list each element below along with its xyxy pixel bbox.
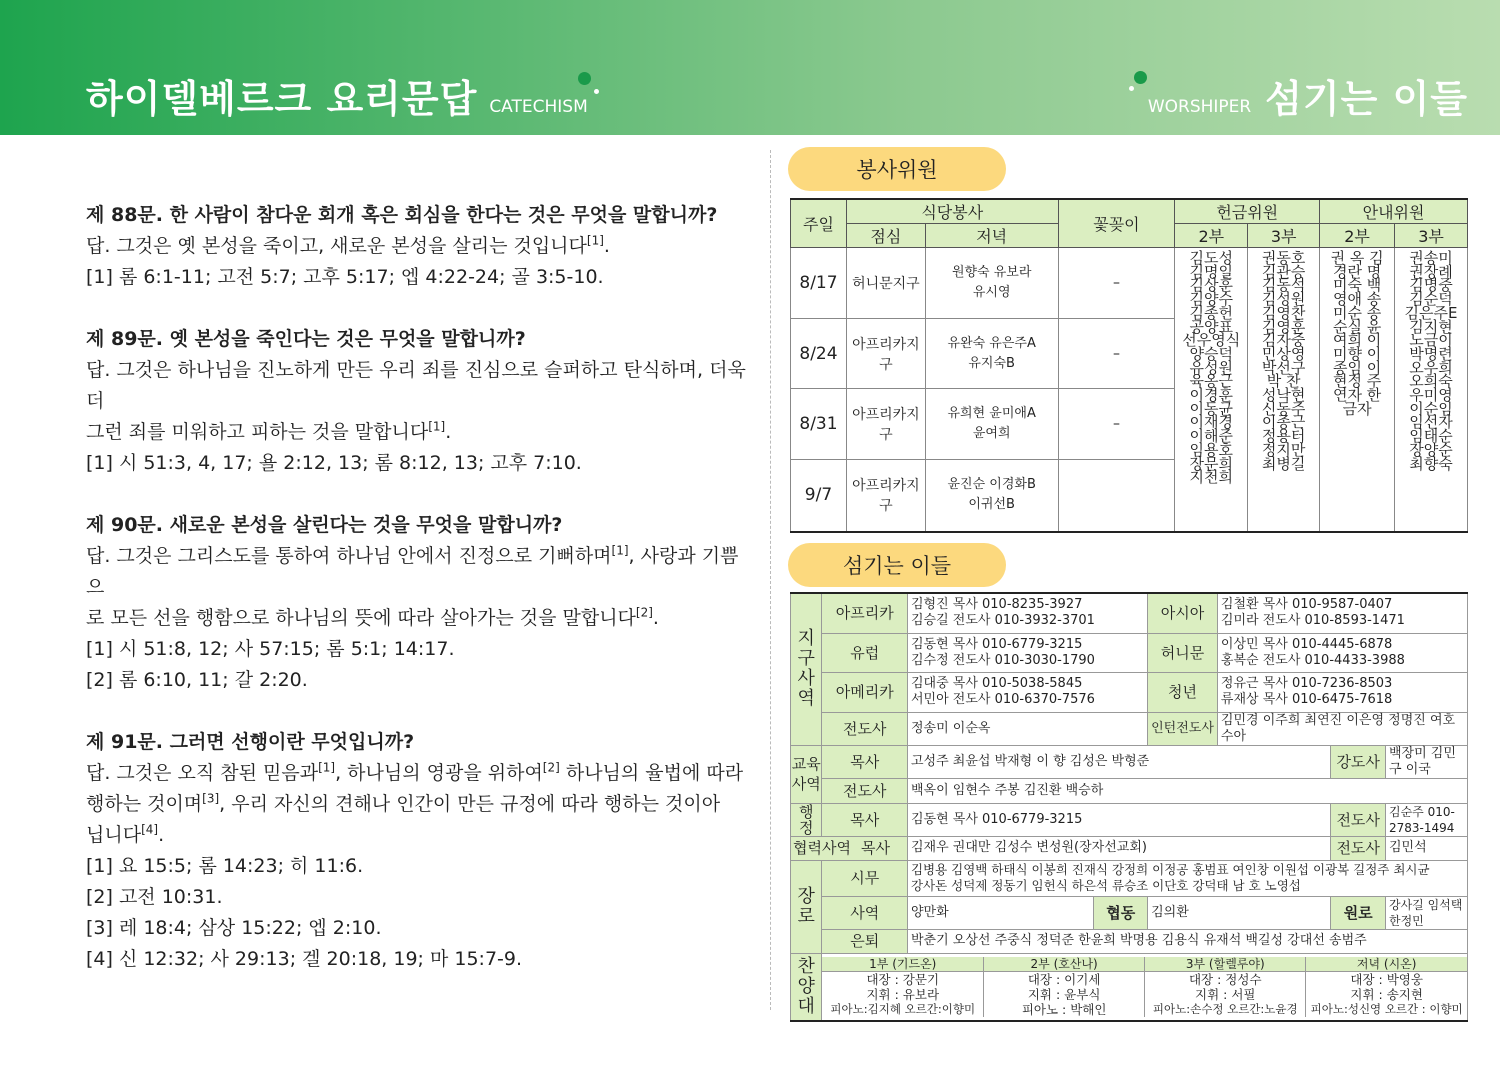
edu-pastor-names: 고성주 최윤섭 박재형 이 향 김성은 박형준 xyxy=(907,745,1330,778)
choir-2-members: 대장 : 이기세 지휘 : 윤부식 피아노 : 박해인 xyxy=(984,971,1145,1017)
row-date: 8/17 xyxy=(791,248,847,319)
column-divider xyxy=(770,150,771,1010)
serving-names: 김병용 김영백 하태식 이봉희 진재식 강정희 이정공 홍범표 여인창 이원섭 이광복 길정주 최시균 강사돈 성덕제 정동기 임헌식 하은석 류승조 이단호 강덕태 남 호 노영섭 xyxy=(907,860,1467,896)
choir-label: 찬양대 xyxy=(791,953,822,1021)
retired-label: 은퇴 xyxy=(822,929,908,953)
question-88 xyxy=(86,200,746,293)
district-label: 지구사역 xyxy=(791,593,822,745)
header-guide-3: 3부 xyxy=(1395,224,1468,248)
row-lunch: 아프리카지구 xyxy=(846,389,925,460)
worshiper-heading xyxy=(1148,68,1468,123)
admin-evangelist-label: 전도사 xyxy=(1331,803,1386,836)
coop-evangelist-label: 전도사 xyxy=(1331,836,1386,860)
coop-pastor-names: 김재우 권대만 김성수 변성원(장자선교회) xyxy=(907,836,1330,860)
row-dinner: 유완숙 유은주A 유지숙B xyxy=(925,319,1058,389)
header-guide-2: 2부 xyxy=(1320,224,1395,248)
catechism-content xyxy=(86,200,746,1006)
header-lunch: 점심 xyxy=(846,224,925,248)
intern-names: 김민경 이주희 최연진 이은영 정명진 여호수아 xyxy=(1217,712,1467,745)
retired-names: 박춘기 오상선 주중식 정덕준 한윤희 박명용 김용식 유재석 백길성 강대선 송범주 xyxy=(907,929,1467,953)
youth-label: 청년 xyxy=(1148,672,1218,712)
choir-table xyxy=(822,957,1467,1017)
senior-names: 강사길 임석택 한정민 xyxy=(1386,896,1468,929)
ministry-label: 사역 xyxy=(822,896,908,929)
lecturer-names: 백장미 김민구 이국 xyxy=(1386,745,1468,778)
answer-text: 답. 그것은 오직 참된 믿음과[1], 하나님의 영광을 위하여[2] 하나님의 율법에 따라 xyxy=(86,760,744,784)
answer-text: 답. 그것은 그리스도를 통하여 하나님 안에서 진정으로 기뻐하며[1], 사랑과 기쁨으 xyxy=(86,543,739,598)
catechism-subtitle: CATECHISM xyxy=(489,97,588,117)
honeymoon-contacts: 이상민 목사 010-4445-6878 홍복순 전도사 010-4433-3988 xyxy=(1217,633,1467,672)
row-flower: – xyxy=(1058,389,1175,460)
evangelist-label: 전도사 xyxy=(822,712,908,745)
servants-pill: 섬기는 이들 xyxy=(788,543,1006,587)
answer-text: 로 모든 선을 행함으로 하나님의 뜻에 따라 살아가는 것을 말합니다[2]. xyxy=(86,605,659,629)
row-flower xyxy=(1058,460,1175,532)
row-date: 8/24 xyxy=(791,319,847,389)
header-offering-3: 3부 xyxy=(1248,224,1320,248)
question-title: 제 91문. 그러면 선행이란 무엇입니까? xyxy=(86,731,415,753)
admin-label: 행정 xyxy=(791,803,822,836)
intern-label: 인턴전도사 xyxy=(1148,712,1218,745)
reference: [2] 롬 6:10, 11; 갈 2:20. xyxy=(86,669,308,691)
worshiper-subtitle: WORSHIPER xyxy=(1147,97,1252,117)
header-guide: 안내위원 xyxy=(1320,199,1468,224)
senior-label: 원로 xyxy=(1331,896,1386,929)
america-contacts: 김대중 목사 010-5038-5845 서민아 전도사 010-6370-7576 xyxy=(907,672,1147,712)
africa-label: 아프리카 xyxy=(822,593,908,633)
header-dinner: 저녁 xyxy=(925,224,1058,248)
offering-2-names: 김도성 김명일 김상훈 김양수 김종헌 공양표 선우영식 양승덕 유성원 육옹근 이경훈 이동균 이재경 이해준 임용호 장문희 지천희 xyxy=(1175,248,1248,532)
choir-2-name: 2부 (호산나) xyxy=(984,957,1145,972)
reference: [2] 고전 10:31. xyxy=(86,886,223,908)
coop-evangelist-names: 김민석 xyxy=(1386,836,1468,860)
row-date: 8/31 xyxy=(791,389,847,460)
row-flower: – xyxy=(1058,248,1175,319)
lecturer-label: 강도사 xyxy=(1331,745,1386,778)
catechism-title: 하이델베르크 요리문답 xyxy=(86,77,478,121)
header-cafeteria: 식당봉사 xyxy=(846,199,1058,224)
admin-evangelist-names: 김순주 010-2783-1494 xyxy=(1386,803,1468,836)
youth-contacts: 정유근 목사 010-7236-8503 류재상 목사 010-6475-7618 xyxy=(1217,672,1467,712)
edu-evangelist-names: 백옥이 임현수 주봉 김진환 백승하 xyxy=(907,778,1467,803)
reference: [1] 요 15:5; 롬 14:23; 히 11:6. xyxy=(86,855,364,877)
question-title: 제 89문. 옛 본성을 죽인다는 것은 무엇을 말합니까? xyxy=(86,328,526,350)
elder-label: 장로 xyxy=(791,860,822,953)
evangelist-names: 정송미 이순옥 xyxy=(907,712,1147,745)
coop-label: 협력사역 목사 xyxy=(791,836,908,860)
reference: [1] 롬 6:1-11; 고전 5:7; 고후 5:17; 엡 4:22-24; 골 3:5-10. xyxy=(86,266,604,288)
answer-text: 답. 그것은 옛 본성을 죽이고, 새로운 본성을 살리는 것입니다[1]. xyxy=(86,233,610,257)
worshiper-title: 섬기는 이들 xyxy=(1265,77,1468,121)
question-89 xyxy=(86,324,746,479)
choir-1-members: 대장 : 강문기 지휘 : 유보라 피아노:김지혜 오르간:이향미 xyxy=(822,971,983,1017)
volunteers-table xyxy=(790,198,1468,533)
guide-2-names: 권 옥 김경란 명미숙 백영애 송미순 송순실 윤여희 이미향 이종임 이현정 주연자 한금자 xyxy=(1320,248,1395,532)
row-dinner: 윤진순 이경화B 이귀선B xyxy=(925,460,1058,532)
africa-contacts: 김형진 목사 010-8235-3927 김승길 전도사 010-3932-3701 xyxy=(907,593,1147,633)
volunteers-pill: 봉사위원 xyxy=(788,147,1006,191)
ministry-names: 양만화 xyxy=(907,896,1093,929)
question-90 xyxy=(86,510,746,696)
admin-pastor-label: 목사 xyxy=(822,803,908,836)
admin-pastor-names: 김동현 목사 010-6779-3215 xyxy=(907,803,1330,836)
row-dinner: 유희현 윤미애A 윤여희 xyxy=(925,389,1058,460)
question-title: 제 88문. 한 사람이 참다운 회개 혹은 회심을 한다는 것은 무엇을 말합니까? xyxy=(86,204,718,226)
associate-label: 협동 xyxy=(1094,896,1148,929)
choir-4-name: 저녁 (시온) xyxy=(1306,957,1467,972)
row-lunch: 아프리카지구 xyxy=(846,460,925,532)
asia-contacts: 김철환 목사 010-9587-0407 김미라 전도사 010-8593-1471 xyxy=(1217,593,1467,633)
decor-dot-icon xyxy=(1129,86,1134,91)
asia-label: 아시아 xyxy=(1148,593,1218,633)
reference: [1] 시 51:8, 12; 사 57:15; 롬 5:1; 14:17. xyxy=(86,638,455,660)
choir-4-members: 대장 : 박영웅 지휘 : 송지현 피아노:성신영 오르간 : 이향미 xyxy=(1306,971,1467,1017)
reference: [3] 레 18:4; 삼상 15:22; 엡 2:10. xyxy=(86,917,382,939)
row-flower: – xyxy=(1058,319,1175,389)
edu-evangelist-label: 전도사 xyxy=(822,778,908,803)
choir-3-name: 3부 (할렐루야) xyxy=(1145,957,1306,972)
answer-text: 행하는 것이며[3], 우리 자신의 견해나 인간이 만든 규정에 따라 행하는 것이아 xyxy=(86,791,721,815)
catechism-heading xyxy=(86,68,588,123)
education-label: 교육사역 xyxy=(791,745,822,803)
guide-3-names: 권송미 권장례 김명중 김순덕 김은주E 김지현 노금이 박명련 오우희 오희숙 우미영 이순임 임선자 임태순 장양순 최향숙 xyxy=(1395,248,1468,532)
europe-label: 유럽 xyxy=(822,633,908,672)
table-row xyxy=(791,248,1468,319)
question-91 xyxy=(86,727,746,975)
row-lunch: 허니문지구 xyxy=(846,248,925,319)
header-offering: 헌금위원 xyxy=(1175,199,1320,224)
answer-text: 그런 죄를 미워하고 피하는 것을 말합니다[1]. xyxy=(86,419,452,443)
edu-pastor-label: 목사 xyxy=(822,745,908,778)
servants-table xyxy=(790,592,1468,1022)
decor-dot-icon xyxy=(1134,71,1147,84)
america-label: 아메리카 xyxy=(822,672,908,712)
decor-dot-icon xyxy=(594,89,599,94)
honeymoon-label: 허니문 xyxy=(1148,633,1218,672)
choir-1-name: 1부 (기드온) xyxy=(822,957,983,972)
row-dinner: 원향숙 유보라 유시영 xyxy=(925,248,1058,319)
serving-label: 시무 xyxy=(822,860,908,896)
europe-contacts: 김동현 목사 010-6779-3215 김수정 전도사 010-3030-1790 xyxy=(907,633,1147,672)
answer-text: 답. 그것은 하나님을 진노하게 만든 우리 죄를 진심으로 슬퍼하고 탄식하며, 더욱더 xyxy=(86,359,746,412)
header-offering-2: 2부 xyxy=(1175,224,1248,248)
header-flower: 꽃꽂이 xyxy=(1058,199,1175,248)
decor-dot-icon xyxy=(578,72,591,85)
reference: [4] 신 12:32; 사 29:13; 겔 20:18, 19; 마 15:7-9. xyxy=(86,948,523,970)
header-week: 주일 xyxy=(791,199,847,248)
row-lunch: 아프리카지구 xyxy=(846,319,925,389)
choir-3-members: 대장 : 정성수 지휘 : 서필 피아노:손수정 오르간:노윤경 xyxy=(1145,971,1306,1017)
offering-3-names: 권동호 김관승 김동석 김성원 김영찬 김영훈 김자중 민상영 박선구 박 찬 성낙현 신동주 이종근 정용터 정지만 최병길 xyxy=(1248,248,1320,532)
answer-text: 닙니다[4]. xyxy=(86,822,165,846)
choir-grid xyxy=(822,953,1468,1021)
row-date: 9/7 xyxy=(791,460,847,532)
page-header xyxy=(0,0,1500,135)
question-title: 제 90문. 새로운 본성을 살린다는 것을 무엇을 말합니까? xyxy=(86,514,563,536)
reference: [1] 시 51:3, 4, 17; 욜 2:12, 13; 롬 8:12, 13; 고후 7:10. xyxy=(86,452,582,474)
associate-names: 김의환 xyxy=(1148,896,1331,929)
